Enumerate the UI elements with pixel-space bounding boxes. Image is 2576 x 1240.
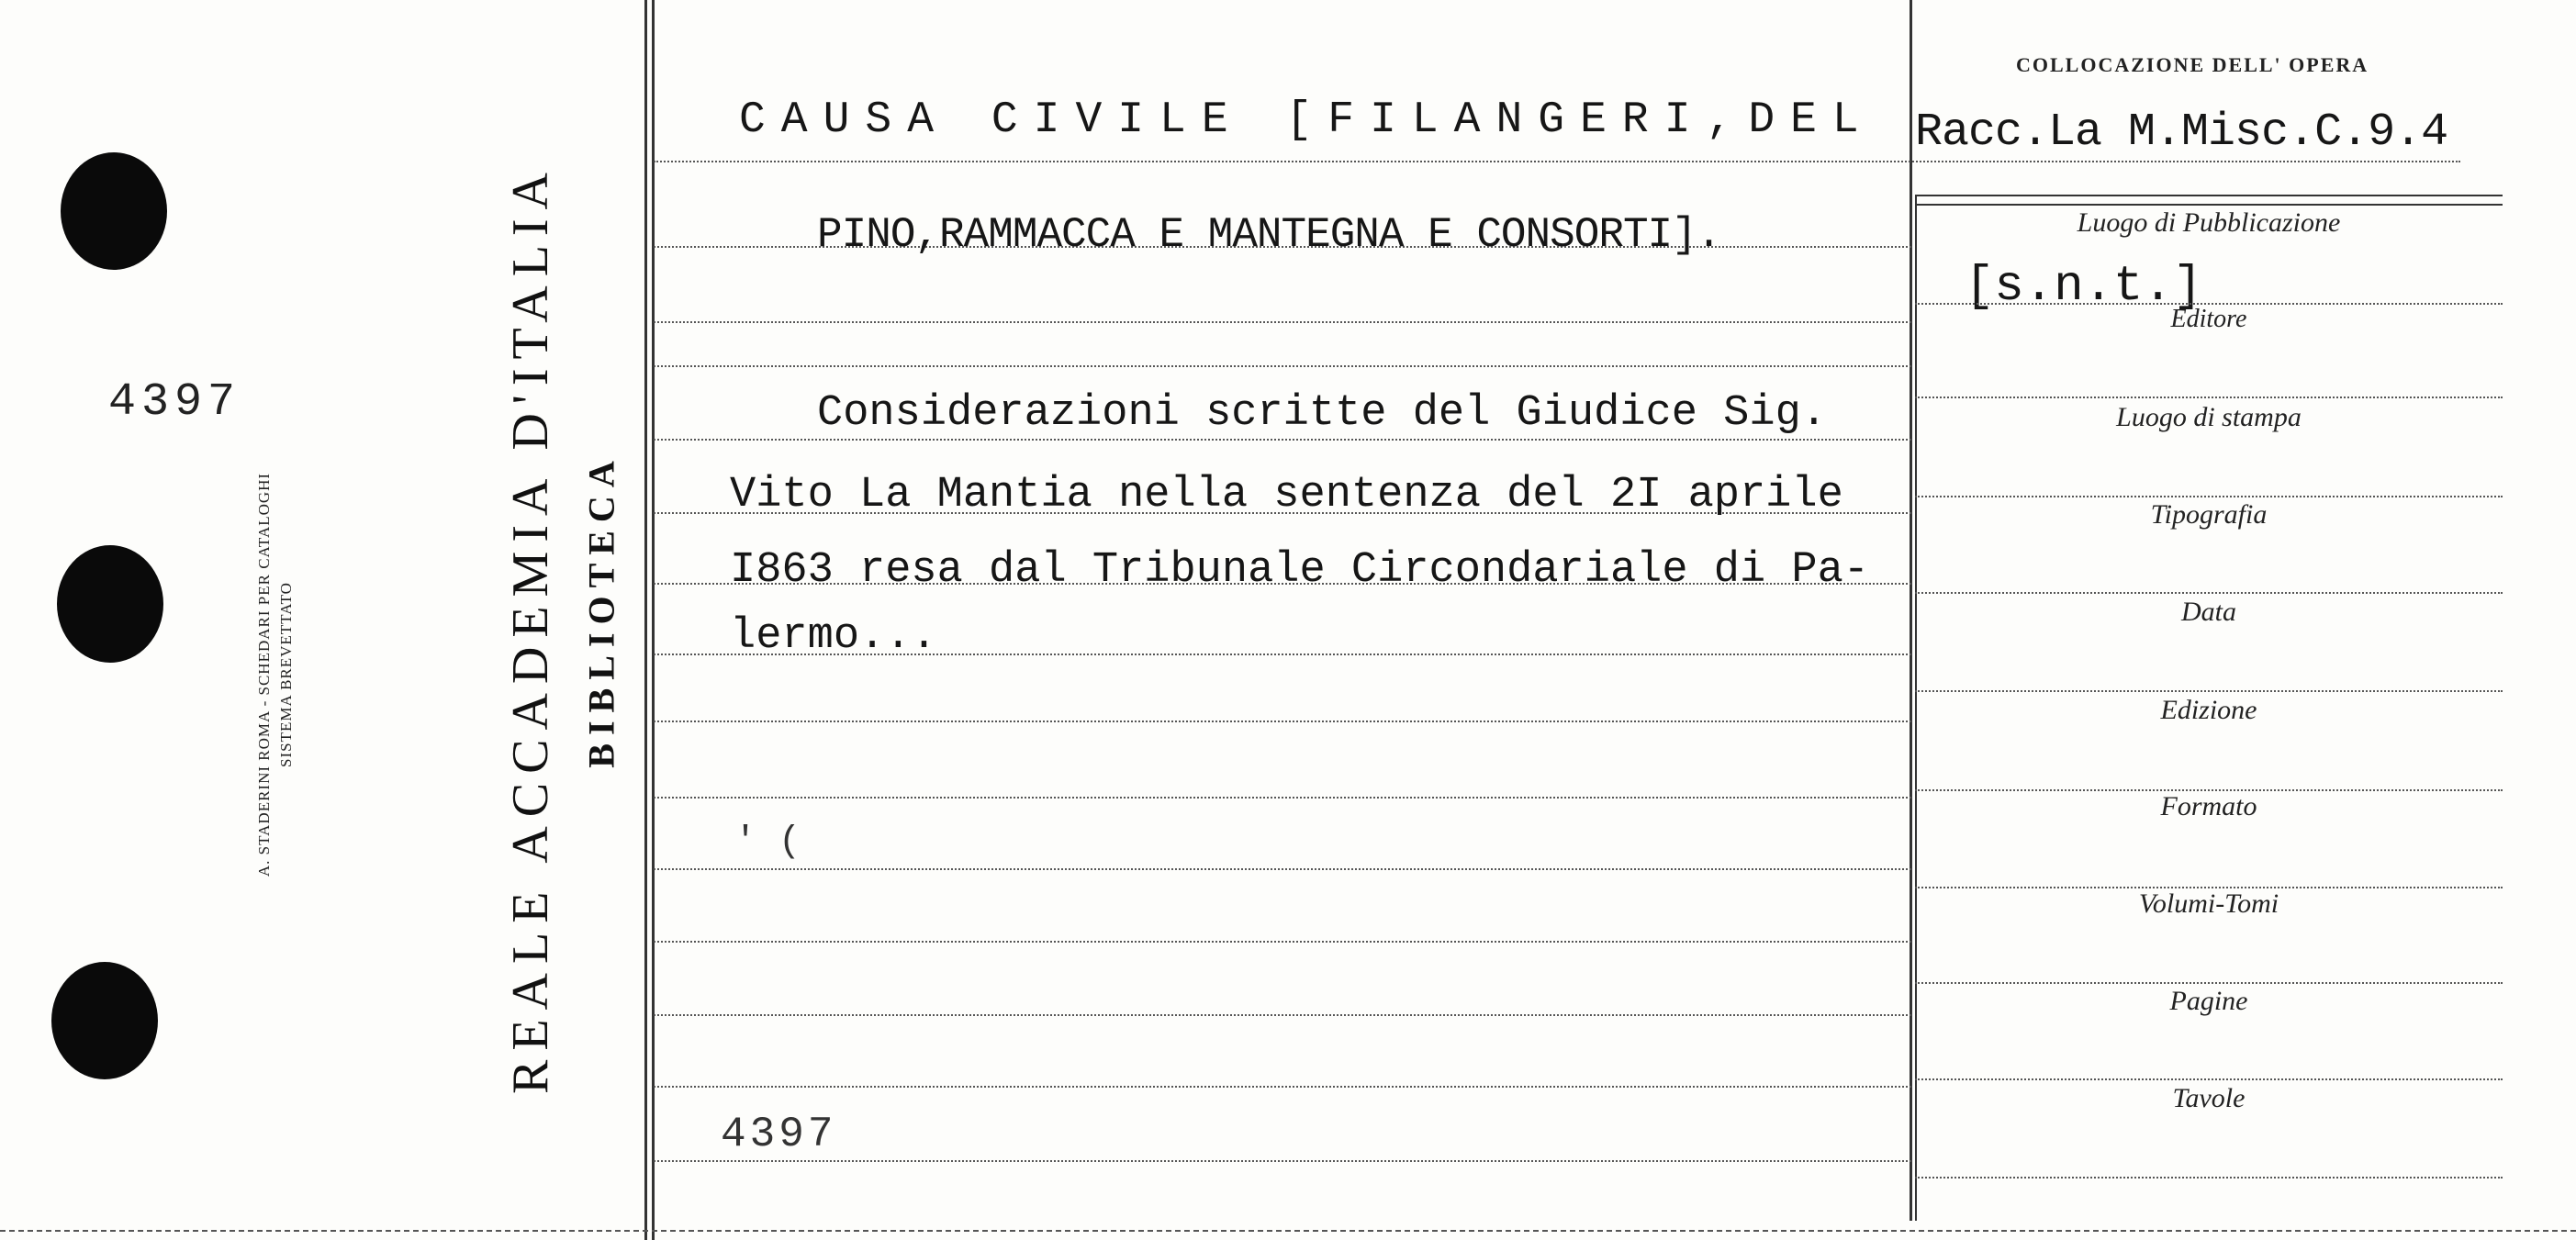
ruled-line xyxy=(654,797,1911,799)
ruled-line xyxy=(654,439,1911,441)
ruled-line xyxy=(654,1086,1911,1088)
ruled-line xyxy=(654,1160,1911,1162)
field-label-edizione: Edizione xyxy=(2160,695,2257,725)
maker-line-2: SISTEMA BREVETTATO xyxy=(277,582,295,767)
body-line-3: I863 resa dal Tribunale Circondariale di Pa- xyxy=(730,546,1870,595)
collocation-label: COLLOCAZIONE DELL' OPERA xyxy=(2016,53,2369,76)
field-rule xyxy=(1915,1177,2503,1179)
snt-value: [s.n.t.] xyxy=(1965,259,2203,315)
field-label-volumi-tomi: Volumi-Tomi xyxy=(2138,888,2279,919)
field-label-formato: Formato xyxy=(2160,791,2257,821)
field-label-editore: Editore xyxy=(2170,305,2247,333)
institution-name: REALE ACCADEMIA D'ITALIA xyxy=(502,163,559,1094)
ruled-line xyxy=(654,1014,1911,1016)
divider-line xyxy=(1910,0,1912,1221)
shelfmark: Racc.La M.Misc.C.9.4 xyxy=(1915,106,2448,159)
field-rule xyxy=(1915,592,2503,594)
stray-mark: ' ( xyxy=(734,821,801,863)
ruled-line xyxy=(654,161,2460,162)
maker-line-1: A. STADERINI ROMA - SCHEDARI PER CATALOGHI xyxy=(255,472,273,877)
field-label-luogo-pubblicazione: Luogo di Pubblicazione xyxy=(2077,207,2341,238)
bottom-accession-number: 4397 xyxy=(721,1111,837,1158)
field-label-pagine: Pagine xyxy=(2169,986,2248,1016)
field-box-border xyxy=(1915,195,2503,206)
field-label-luogo-stampa: Luogo di stampa xyxy=(2116,402,2302,432)
field-rule xyxy=(1915,982,2503,984)
divider-line xyxy=(652,0,655,1240)
card-bottom-edge xyxy=(0,1230,2576,1232)
body-line-2: Vito La Mantia nella sentenza del 2I aprile xyxy=(730,471,1843,519)
field-label-tipografia: Tipografia xyxy=(2150,499,2268,530)
field-rule xyxy=(1915,397,2503,398)
field-rule xyxy=(1915,690,2503,692)
body-line-1: Considerazioni scritte del Giudice Sig. xyxy=(817,389,1827,438)
body-line-4: lermo... xyxy=(730,612,937,661)
ruled-line xyxy=(654,721,1911,722)
department-name: BIBLIOTECA xyxy=(580,452,622,768)
title-line-1: CAUSA CIVILE [FILANGERI,DEL xyxy=(739,95,1875,145)
punch-hole xyxy=(61,152,167,270)
field-rule xyxy=(1915,1078,2503,1080)
field-label-tavole: Tavole xyxy=(2172,1083,2246,1113)
ruled-line xyxy=(654,321,1911,323)
field-rule xyxy=(1915,496,2503,497)
title-line-2: PINO,RAMMACCA E MANTEGNA E CONSORTI]. xyxy=(817,211,1721,259)
punch-hole xyxy=(51,962,158,1079)
ruled-line xyxy=(654,868,1911,870)
field-label-data: Data xyxy=(2181,597,2236,627)
divider-line xyxy=(644,0,647,1240)
accession-number: 4397 xyxy=(108,376,241,429)
ruled-line xyxy=(654,365,1911,367)
punch-hole xyxy=(57,545,163,663)
ruled-line xyxy=(654,941,1911,943)
